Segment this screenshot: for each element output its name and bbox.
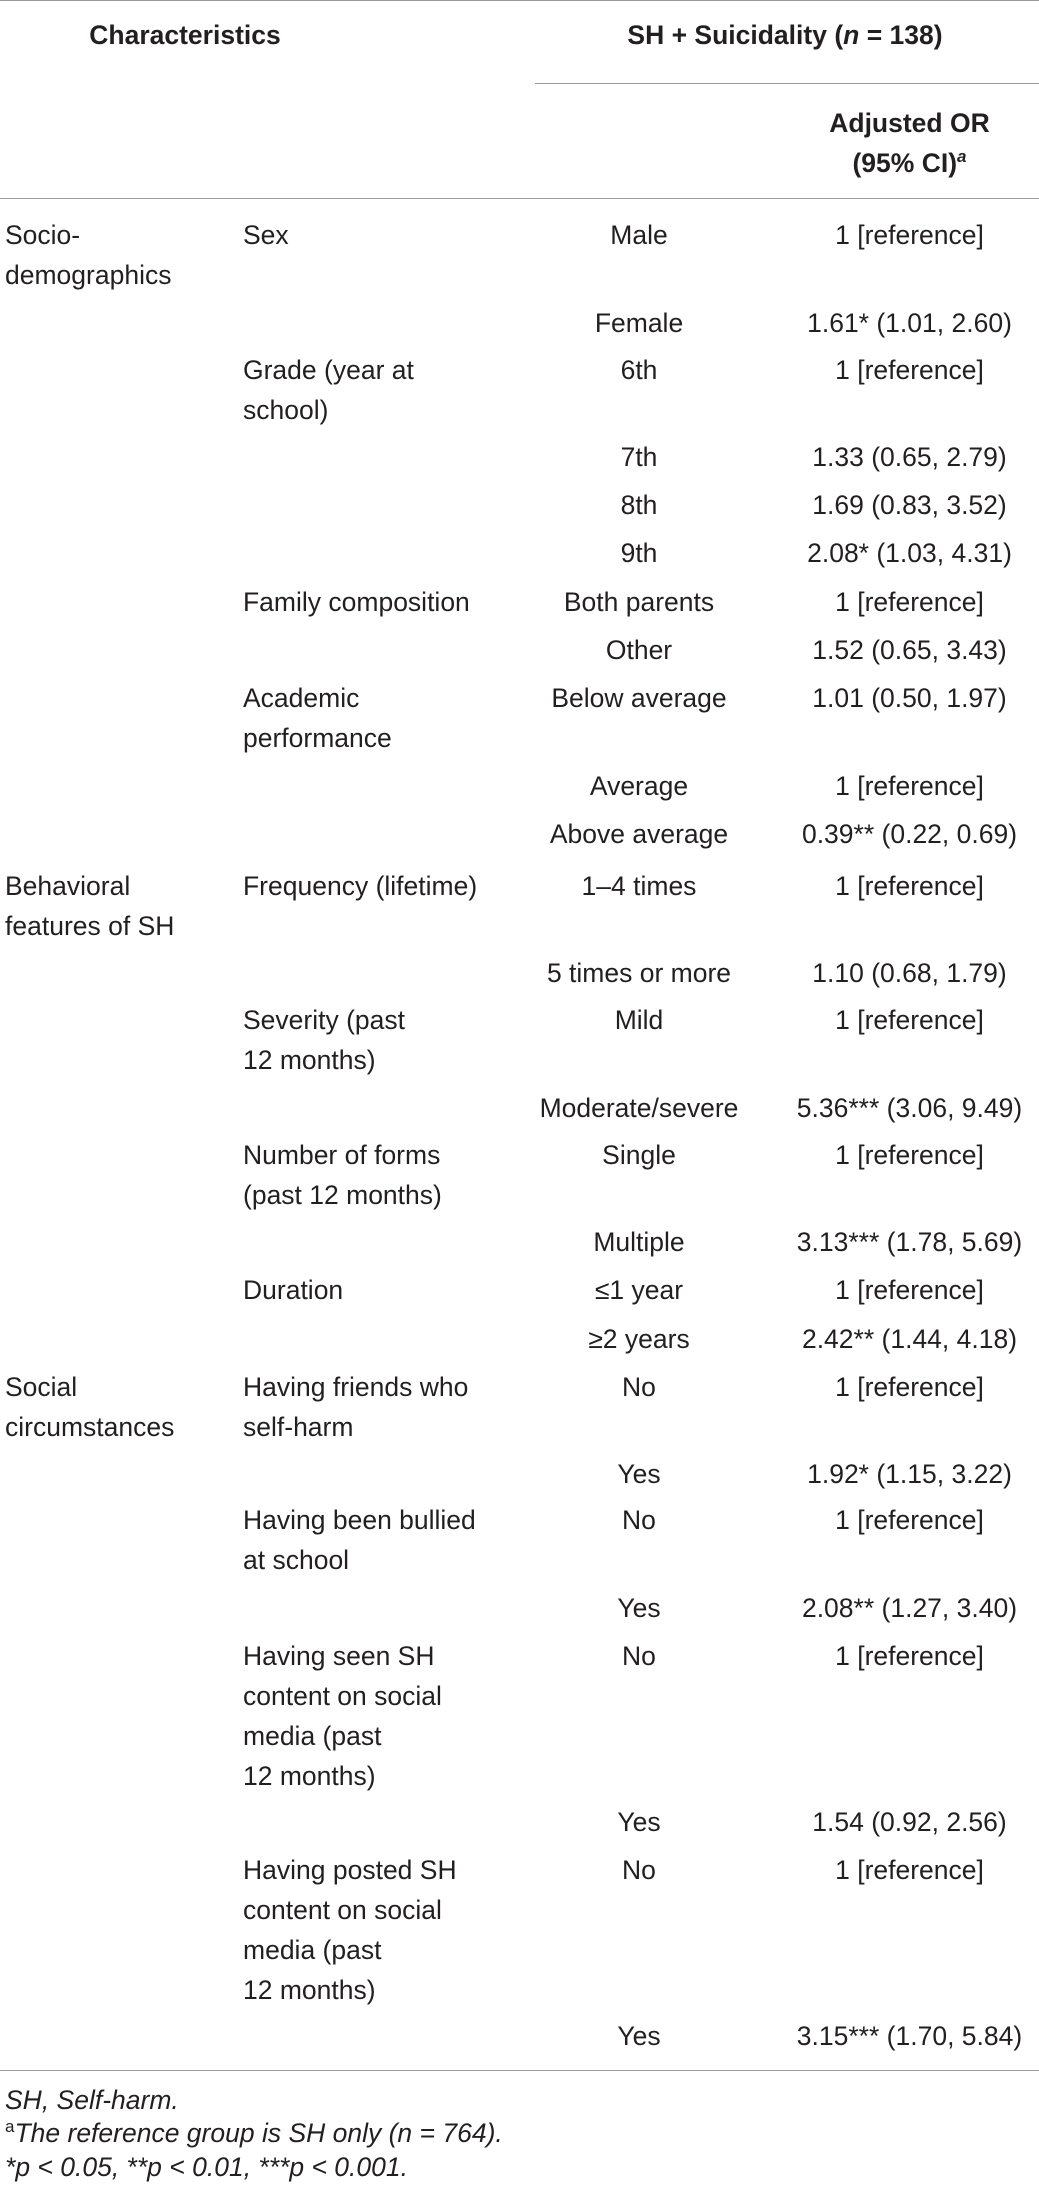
- or-cell: 1.52 (0.65, 3.43): [812, 635, 1007, 665]
- level-cell: Yes: [617, 2021, 661, 2051]
- variable-duration: Duration: [243, 1275, 344, 1305]
- top-rule: [0, 0, 1039, 1]
- or-cell: 1 [reference]: [835, 871, 984, 901]
- variable-frequency: Frequency (lifetime): [243, 871, 478, 901]
- or-cell: 1 [reference]: [835, 220, 984, 250]
- level-cell: Yes: [617, 1807, 661, 1837]
- section-socio-demographics: Socio- demographics: [5, 220, 172, 290]
- section-behavioral-features: Behavioral features of SH: [5, 871, 175, 941]
- level-cell: Single: [602, 1140, 676, 1170]
- header-group: SH + Suicidality (n = 138): [627, 20, 943, 50]
- or-cell: 1 [reference]: [835, 1505, 984, 1535]
- level-cell: Other: [605, 635, 673, 665]
- level-cell: 9th: [620, 538, 658, 568]
- or-cell: 2.08** (1.27, 3.40): [801, 1593, 1018, 1623]
- header-characteristics: Characteristics: [89, 20, 281, 50]
- level-cell: Yes: [617, 1459, 661, 1489]
- or-cell: 1.01 (0.50, 1.97): [812, 683, 1007, 713]
- level-cell: No: [622, 1641, 656, 1671]
- variable-academic-performance: Academic performance: [243, 683, 392, 753]
- level-cell: Average: [589, 771, 689, 801]
- level-cell: Male: [610, 220, 668, 250]
- header-adjusted-or: Adjusted OR (95% CI)$^a$: [829, 108, 990, 178]
- or-cell: 1.69 (0.83, 3.52): [812, 490, 1007, 520]
- or-cell: 1 [reference]: [835, 1275, 984, 1305]
- or-cell: 1.33 (0.65, 2.79): [812, 442, 1007, 472]
- level-cell: No: [622, 1505, 656, 1535]
- level-cell: Both parents: [563, 587, 715, 617]
- footnote-significance: *p < 0.05, **p < 0.01, ***p < 0.001.: [5, 2152, 408, 2182]
- or-cell: 1.10 (0.68, 1.79): [812, 958, 1007, 988]
- or-cell: 5.36*** (3.06, 9.49): [796, 1093, 1023, 1123]
- level-cell: Above average: [549, 819, 729, 849]
- or-cell: 1 [reference]: [835, 1855, 984, 1885]
- variable-friends-self-harm: Having friends who self-harm: [243, 1372, 469, 1442]
- or-cell: 0.39** (0.22, 0.69): [801, 819, 1018, 849]
- level-cell: 1–4 times: [581, 871, 697, 901]
- or-cell: 1 [reference]: [835, 1005, 984, 1035]
- level-cell: No: [622, 1372, 656, 1402]
- or-cell: 3.15*** (1.70, 5.84): [796, 2021, 1023, 2051]
- variable-family-composition: Family composition: [243, 587, 470, 617]
- or-cell: 1 [reference]: [835, 771, 984, 801]
- or-cell: 1 [reference]: [835, 1140, 984, 1170]
- bottom-rule: [0, 2070, 1039, 2071]
- or-cell: 1.61* (1.01, 2.60): [807, 308, 1012, 338]
- or-cell: 3.13*** (1.78, 5.69): [796, 1227, 1023, 1257]
- level-cell: Mild: [614, 1005, 664, 1035]
- level-cell: 8th: [620, 490, 658, 520]
- or-cell: 2.42** (1.44, 4.18): [801, 1324, 1018, 1354]
- variable-sex: Sex: [243, 220, 289, 250]
- variable-bullied-at-school: Having been bullied at school: [243, 1505, 476, 1575]
- header-rule: [0, 198, 1039, 199]
- or-cell: 1 [reference]: [835, 1372, 984, 1402]
- level-cell: 7th: [620, 442, 658, 472]
- level-cell: Moderate/severe: [539, 1093, 739, 1123]
- level-cell: Yes: [617, 1593, 661, 1623]
- variable-grade: Grade (year at school): [243, 355, 414, 425]
- or-cell: 1.92* (1.15, 3.22): [807, 1459, 1012, 1489]
- variable-seen-sh-content: Having seen SH content on social media (past 12 months): [243, 1641, 442, 1791]
- or-cell: 1 [reference]: [835, 587, 984, 617]
- or-cell: 2.08* (1.03, 4.31): [807, 538, 1012, 568]
- or-cell: 1 [reference]: [835, 355, 984, 385]
- or-cell: 1.54 (0.92, 2.56): [812, 1807, 1007, 1837]
- level-cell: 5 times or more: [546, 958, 732, 988]
- or-cell: 1 [reference]: [835, 1641, 984, 1671]
- level-cell: Below average: [551, 683, 727, 713]
- group-rule: [535, 83, 1039, 84]
- level-cell: No: [622, 1855, 656, 1885]
- level-cell: ≤1 year: [594, 1275, 684, 1305]
- footnote-abbreviation: SH, Self-harm.: [5, 2085, 179, 2115]
- level-cell: ≥2 years: [588, 1324, 690, 1354]
- variable-number-of-forms: Number of forms (past 12 months): [243, 1140, 442, 1210]
- level-cell: Female: [594, 308, 684, 338]
- section-social-circumstances: Social circumstances: [5, 1372, 175, 1442]
- footnote-reference-group: $^a$The reference group is SH only (n = 764).: [5, 2117, 503, 2148]
- level-cell: Multiple: [593, 1227, 685, 1257]
- variable-posted-sh-content: Having posted SH content on social media (past 12 months): [243, 1855, 457, 2005]
- variable-severity: Severity (past 12 months): [243, 1005, 406, 1075]
- level-cell: 6th: [620, 355, 658, 385]
